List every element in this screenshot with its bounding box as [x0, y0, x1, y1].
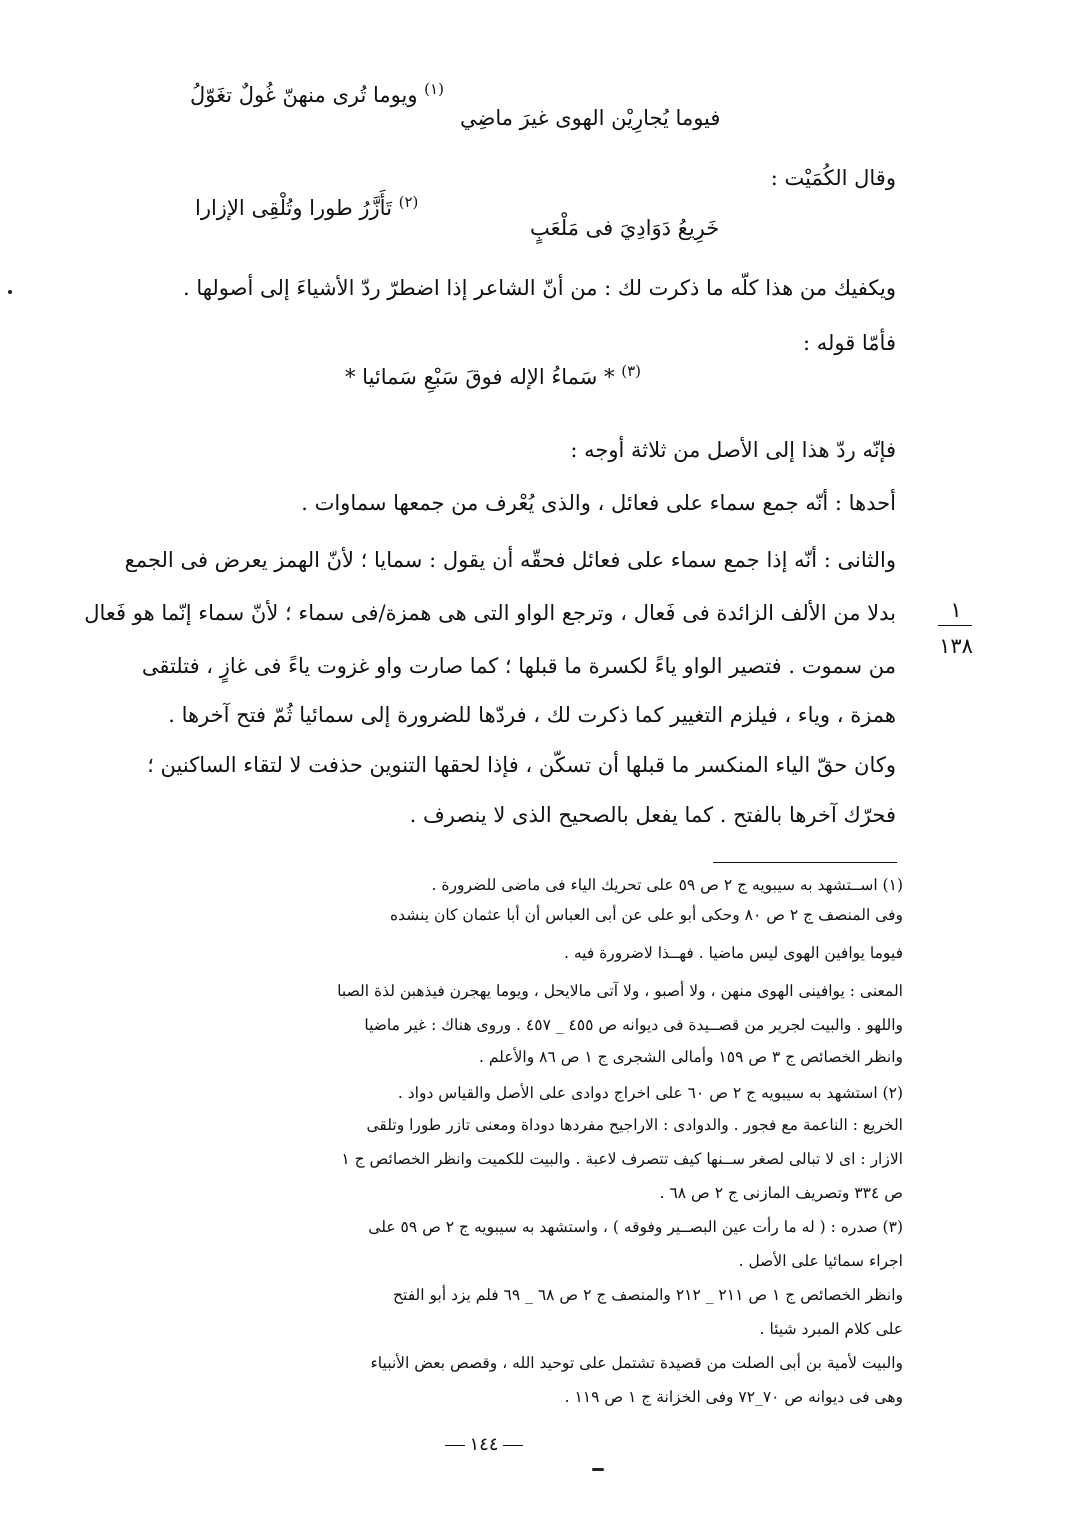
footnote-line-16: وهى فى ديوانه ص ٧٠_٧٢ وفى الخزانة ج ١ ص ١١٩ . [564, 1388, 903, 1406]
footnote-line-8: الخريع : الناعمة مع فجور . والدوادى : الاراجيح مفردها دوداة ومعنى تازر طورا وتلقى [366, 1116, 903, 1134]
footnote-line-13: وانظر الخصائص ج ١ ص ٢١١ _ ٢١٢ والمنصف ج ٢ ص ٦٨ _ ٦٩ فلم يزد أبو الفتح [393, 1286, 903, 1304]
body-paragraph-5-line-6: فحرّك آخرها بالفتح . كما يفعل بالصحيح الذى لا ينصرف . [409, 803, 896, 827]
verse-3-text: * سَماءُ الإله فوقَ سَبْعِ سَمائيا * [345, 365, 615, 389]
footnote-line-6: وانظر الخصائص ج ٣ ص ١٥٩ وأمالى الشجرى ج ١ ص ٨٦ والأعلم . [479, 1048, 903, 1066]
body-paragraph-5-line-3: من سموت . فتصير الواو ياءً لكسرة ما قبلها ؛ كما صارت واو غزوت ياءً فى غازٍ ، فتلتقى [141, 654, 896, 678]
margin-reference-bottom: ١٣٨ [939, 634, 973, 658]
verse-2-second-hemistich [195, 193, 418, 225]
footnote-line-7: (٢) استشهد به سيبويه ج ٢ ص ٦٠ على اخراج دوادى على الأصل والقياس دواد . [397, 1084, 903, 1102]
page-number-dash-left [503, 1445, 523, 1446]
footnote-line-9: الازار : اى لا تبالى لصغر ســنها كيف تتصرف لاعبة . والبيت للكميت وانظر الخصائص ج ١ [341, 1150, 903, 1168]
footnote-line-3: فيوما يوافين الهوى ليس ماضيا . فهــذا لاضرورة فيه . [563, 944, 903, 962]
footnote-line-1: (١) اســتشهد به سيبويه ج ٢ ص ٥٩ على تحريك الياء فى ماضى للضرورة . [431, 876, 903, 894]
footnote-line-4: المعنى : يوافينى الهوى منهن ، ولا أصبو ، ولا آتى مالايحل ، ويوما يهجرن فيذهبن لذة الصبا [337, 982, 903, 1000]
body-paragraph-3: فإنّه ردّ هذا إلى الأصل من ثلاثة أوجه : [570, 438, 896, 462]
scan-speck [8, 290, 12, 294]
footnote-line-14: على كلام المبرد شيئا . [759, 1320, 903, 1338]
verse-1-first-hemistich: فيوما يُجارِيْن الهوى غيرَ ماضِي [460, 106, 721, 130]
footnote-line-11: (٣) صدره : ( له ما رأت عين البصــير وفوقه ) ، واستشهد به سيبويه ج ٢ ص ٥٩ على [368, 1218, 903, 1236]
body-paragraph-5-line-4: همزة ، وياء ، فيلزم التغيير كما ذكرت لك ، فردّها للضرورة إلى سمائيا ثُمّ فتح آخرها . [168, 703, 896, 727]
footnote-marker: (١) [424, 80, 444, 98]
footnote-line-5: واللهو . والبيت لجرير من قصــيدة فى ديوانه ص ٤٥٥ _ ٤٥٧ . وروى هناك : غير ماضيا [364, 1016, 903, 1034]
footnote-line-15: والبيت لأمية بن أبى الصلت من قصيدة تشتمل على توحيد الله ، وقصص بعض الأنبياء [370, 1354, 903, 1372]
footnote-line-10: ص ٣٣٤ وتصريف المازنى ج ٢ ص ٦٨ . [659, 1184, 903, 1202]
verse-2-second-text: تَأَزَّرُ طورا وتُلْقِى الإزارا [195, 196, 392, 220]
page-number-dash-right [445, 1445, 465, 1446]
page-number [424, 1434, 544, 1455]
verse-1-second-text: ويوما تُرى منهنّ غُولٌ تغَوّلُ [190, 83, 418, 107]
body-paragraph-1: ويكفيك من هذا كلّه ما ذكرت لك : من أنّ الشاعر إذا اضطرّ ردّ الأشياءَ إلى أصولها . [182, 276, 896, 300]
margin-reference-rule [938, 625, 972, 626]
footnote-line-2: وفى المنصف ج ٢ ص ٨٠ وحكى أبو على عن أبى العباس أن أبا عثمان كان ينشده [389, 906, 903, 924]
body-paragraph-5-line-2: بدلا من الألف الزائدة فى فَعال ، وترجع الواو التى هى همزة/فى سماء ؛ لأنّ سماء إنّما هو فَعال [84, 601, 896, 625]
body-paragraph-4: أحدها : أنّه جمع سماء على فعائل ، والذى يُعْرف من جمعها سماوات . [301, 491, 896, 515]
footnote-marker: (٣) [621, 362, 642, 380]
footnote-divider [713, 862, 897, 863]
verse-1-second-hemistich [190, 80, 444, 112]
margin-reference-top: ١ [950, 598, 962, 622]
footnote-marker: (٢) [398, 193, 419, 211]
footnote-line-12: اجراء سمائيا على الأصل . [738, 1252, 903, 1270]
scan-speck [592, 1468, 604, 1471]
page-number-text: ١٤٤ [469, 1434, 499, 1455]
body-paragraph-5-line-1: والثانى : أنّه إذا جمع سماء على فعائل فحقّه أن يقول : سمايا ؛ لأنّ الهمز يعرض فى الجمع [124, 548, 896, 572]
body-paragraph-2: فأمّا قوله : [802, 331, 896, 355]
verse-3 [345, 362, 641, 394]
body-line-kumayt: وقال الكُمَيْت : [770, 166, 896, 190]
body-paragraph-5-line-5: وكان حقّ الياء المنكسر ما قبلها أن تسكّن ، فإذا لحقها التنوين حذفت لا لتقاء الساكنين ؛ [147, 753, 896, 777]
verse-2-first-hemistich: خَرِيعُ دَوَادِيَ فى مَلْعَبٍ [530, 216, 720, 240]
